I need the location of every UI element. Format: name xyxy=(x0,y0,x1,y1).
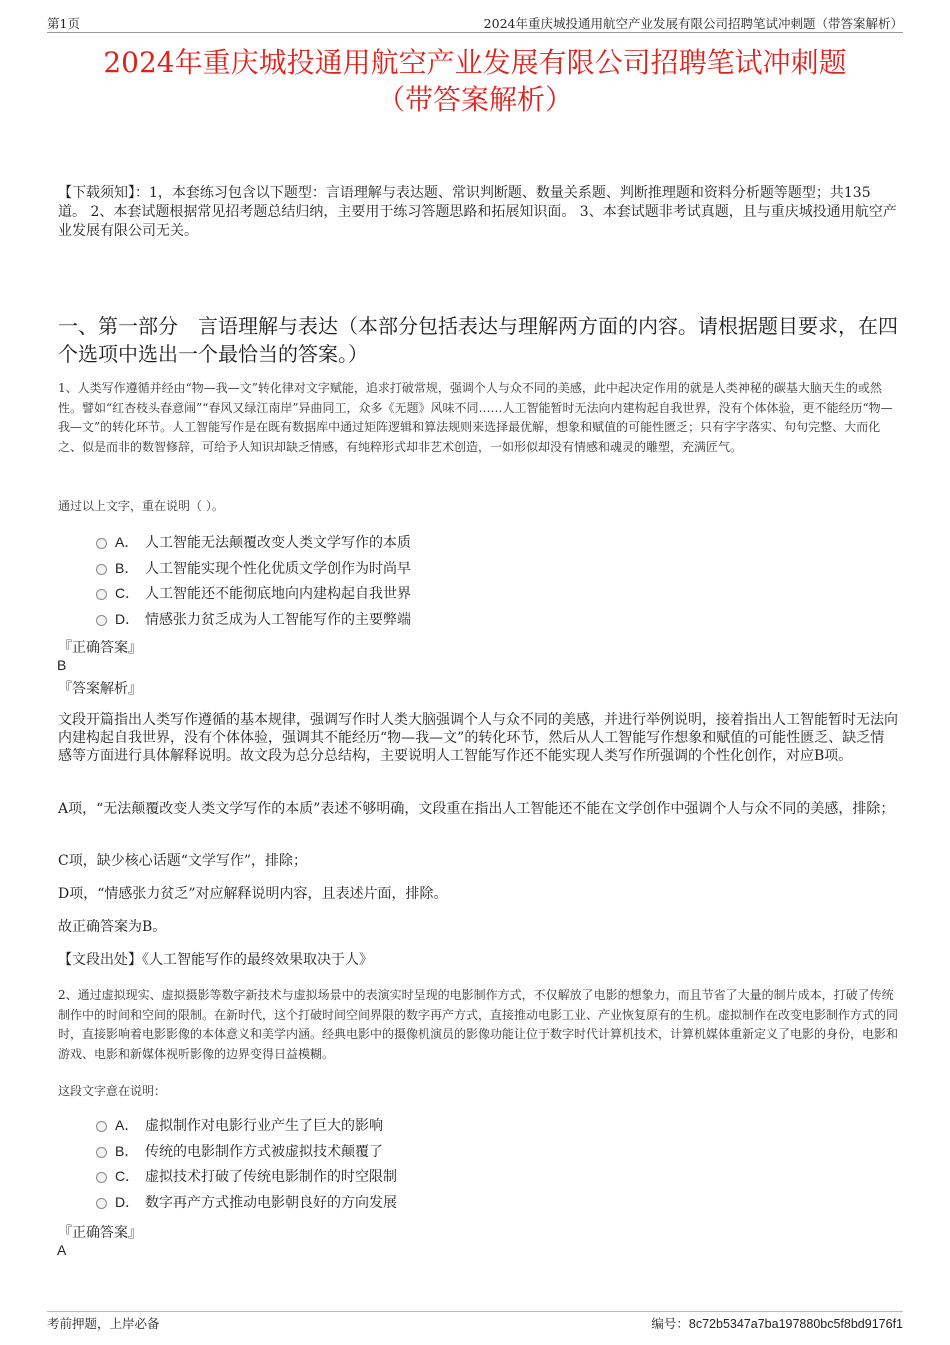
option-letter: B． xyxy=(115,1143,139,1159)
q1-analysis: 文段开篇指出人类写作遵循的基本规律，强调写作时人类大脑强调个人与众不同的美感，并进行举例说明，接着指出人工智能暂时无法向内建构起自我世界，没有个体体验，强调其不能经历“物—我—文”的转化环节，然后从人工智能写作想象和赋值的可能性匮乏、缺乏情感等方面进行具体解释说明。故文段为总分总结构，主要说明人工智能写作还不能实现人类写作所强调的个性化创作，对应B项。 xyxy=(58,712,898,764)
q1-option-d[interactable] xyxy=(96,609,411,629)
option-text: 人工智能实现个性化优质文学创作为时尚早 xyxy=(145,561,411,577)
option-text: 虚拟技术打破了传统电影制作的时空限制 xyxy=(145,1169,397,1185)
q2-option-a[interactable] xyxy=(96,1115,383,1135)
title-line-2: （带答案解析） xyxy=(376,83,573,116)
option-text: 虚拟制作对电影行业产生了巨大的影响 xyxy=(145,1118,383,1134)
question-2-text: 2、通过虚拟现实、虚拟摄影等数字新技术与虚拟场景中的表演实时呈现的电影制作方式，不仅解放了电影的想象力，而且节省了大量的制片成本，打破了传统制作中的时间和空间的限制。在新时代，这个打破时间空间界限的数字再产方式，直接推动电影工业、产业恢复原有的生机。虚拟制作在改变电影制作方式的同时，直接影响着电影影像的本体意义和美学内涵。经典电影中的摄像机演员的影像功能让位于数字时代计算机技术，计算机媒体重新定义了电影的身份，电影和游戏、电影和新媒体视听影像的边界变得日益模糊。 xyxy=(58,988,899,1061)
q1-option-a[interactable] xyxy=(96,532,411,552)
footer-divider xyxy=(47,1311,903,1312)
option-letter: B． xyxy=(115,560,139,576)
q1-analysis-d: D项，“情感张力贫乏”对应解释说明内容，且表述片面，排除。 xyxy=(58,886,448,902)
q2-option-d[interactable] xyxy=(96,1192,397,1212)
q1-answer-label: 『正确答案』 xyxy=(58,640,142,656)
radio-icon[interactable] xyxy=(96,1121,107,1132)
option-text: 情感张力贫乏成为人工智能写作的主要弊端 xyxy=(145,612,411,628)
footer-code xyxy=(651,1314,903,1332)
question-1-text: 1、人类写作遵循并经由“物—我—文”转化律对文字赋能，追求打破常规，强调个人与众不同的美感，此中起决定作用的就是人类神秘的碳基大脑天生的或然性。譬如“红杏枝头春意闹”“春风又绿江南岸”异曲同工，众多《无题》风味不同……人工智能暂时无法向内建构起自我世界，没有个体体验，更不能经历“物—我—文”的转化环节。人工智能写作是在既有数据库中通过矩阵逻辑和算法规则来选择最优解，想象和赋值的可能性匮乏；只有字字落实、句句完整、大而化之、似是而非的数智修辞，可给予人知识却缺乏情感，有纯粹形式却非艺术创造，一如形似却没有情感和魂灵的雕塑，充满匠气。 xyxy=(58,381,893,454)
download-notice: 【下载须知】：1，本套练习包含以下题型：言语理解与表达题、常识判断题、数量关系题、判断推理题和资料分析题等题型；共135道。 2、本套试题根据常见招考题总结归纳，主要用于练习答题思路和拓展知识面。 3、本套试题非考试真题，且与重庆城投通用航空产业发展有限公司无关。 xyxy=(58,185,897,239)
footer-code-value: 8c72b5347a7ba197880bc5f8bd9176f1 xyxy=(688,1317,903,1331)
q2-answer: A xyxy=(57,1242,67,1258)
option-letter: A． xyxy=(115,1117,139,1133)
page-header xyxy=(47,12,903,33)
q1-analysis-c: C项，缺少核心话题“文学写作”，排除； xyxy=(58,853,308,869)
radio-icon[interactable] xyxy=(96,615,107,626)
radio-icon[interactable] xyxy=(96,1198,107,1209)
option-letter: A． xyxy=(115,534,139,550)
title-line-1: 2024年重庆城投通用航空产业发展有限公司招聘笔试冲刺题 xyxy=(103,46,847,79)
q1-analysis-label: 『答案解析』 xyxy=(58,681,142,697)
radio-icon[interactable] xyxy=(96,564,107,575)
option-text: 传统的电影制作方式被虚拟技术颠覆了 xyxy=(145,1144,383,1160)
document-title xyxy=(30,44,920,118)
header-doc-title: 2024年重庆城投通用航空产业发展有限公司招聘笔试冲刺题（带答案解析） xyxy=(483,16,903,31)
option-letter: D． xyxy=(115,1194,140,1210)
footer-code-label: 编号： xyxy=(651,1316,689,1331)
question-2-prompt: 这段文字意在说明： xyxy=(58,1084,167,1098)
radio-icon[interactable] xyxy=(96,1172,107,1183)
footer-slogan: 考前押题，上岸必备 xyxy=(47,1316,160,1331)
q1-option-c[interactable] xyxy=(96,583,411,603)
q1-option-b[interactable] xyxy=(96,558,411,578)
option-text: 人工智能还不能彻底地向内建构起自我世界 xyxy=(145,586,411,602)
q1-analysis-a: A项，“无法颠覆改变人类文学写作的本质”表述不够明确，文段重在指出人工智能还不能在文学创作中强调个人与众不同的美感，排除； xyxy=(58,801,895,817)
q2-option-c[interactable] xyxy=(96,1166,397,1186)
question-1-prompt: 通过以上文字，重在说明（ ）。 xyxy=(58,499,224,513)
q2-answer-label: 『正确答案』 xyxy=(58,1225,142,1241)
option-letter: C． xyxy=(115,1168,140,1184)
radio-icon[interactable] xyxy=(96,1147,107,1158)
q1-conclusion: 故正确答案为B。 xyxy=(58,919,167,935)
q1-answer: B xyxy=(57,657,67,673)
q2-option-b[interactable] xyxy=(96,1141,383,1161)
radio-icon[interactable] xyxy=(96,589,107,600)
q1-source: 【文段出处】《人工智能写作的最终效果取决于人》 xyxy=(58,952,373,968)
section-heading: 一、第一部分 言语理解与表达（本部分包括表达与理解两方面的内容。请根据题目要求，在四个选项中选出一个最恰当的答案。） xyxy=(58,314,898,366)
page-number: 第1页 xyxy=(47,16,80,31)
option-text: 人工智能无法颠覆改变人类文学写作的本质 xyxy=(145,535,411,551)
option-letter: D． xyxy=(115,611,140,627)
option-text: 数字再产方式推动电影朝良好的方向发展 xyxy=(145,1195,397,1211)
radio-icon[interactable] xyxy=(96,538,107,549)
option-letter: C． xyxy=(115,585,140,601)
